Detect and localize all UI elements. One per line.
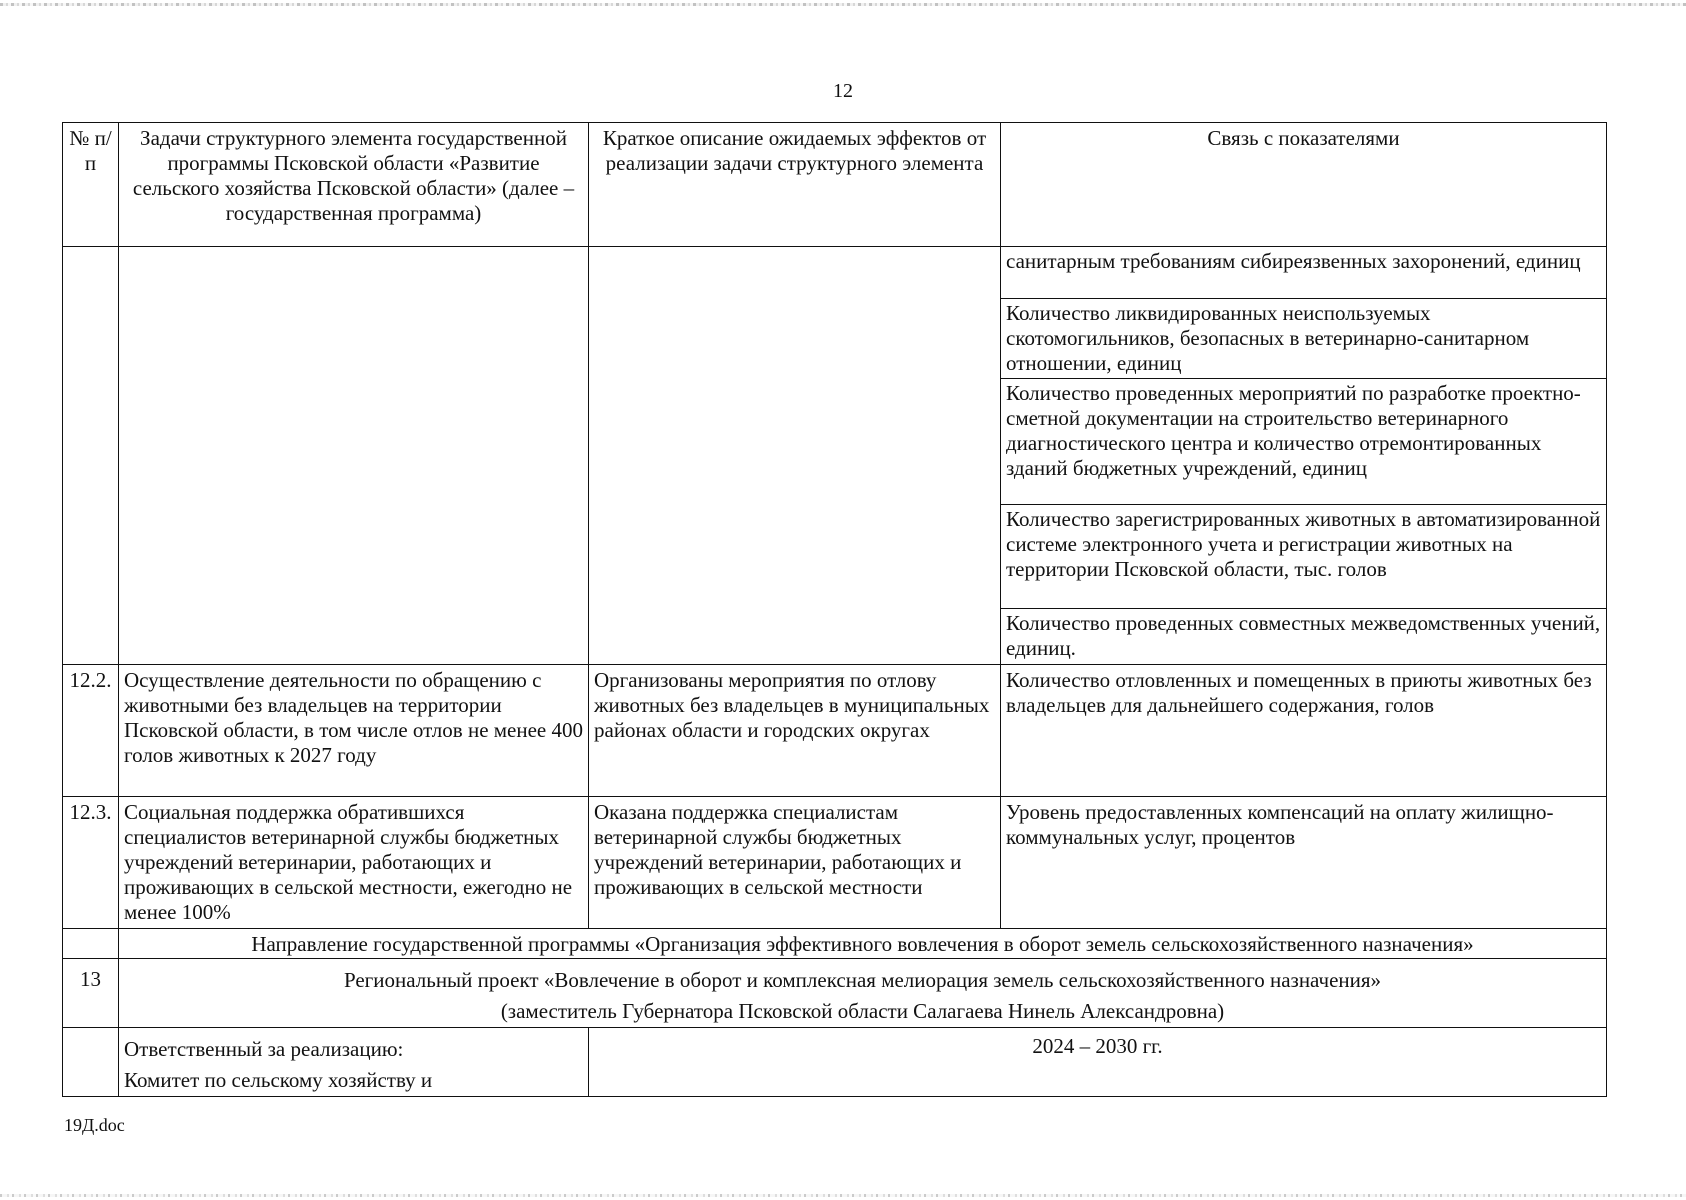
row-num: 12.2. bbox=[63, 665, 119, 797]
row-indicator: Уровень предоставленных компенсаций на оплату жилищно-коммунальных услуг, процентов bbox=[1001, 797, 1607, 929]
cell-num-empty bbox=[63, 929, 119, 959]
cell-indicators-list bbox=[1001, 247, 1607, 665]
cell-task-empty bbox=[119, 247, 589, 665]
indicator-item: Количество ликвидированных неиспользуемых скотомогильников, безопасных в ветеринарно-санитарном отношении, единиц bbox=[1001, 298, 1606, 378]
responsible-org: Комитет по сельскому хозяйству и bbox=[124, 1068, 433, 1092]
row-indicator: Количество отловленных и помещенных в приюты животных без владельцев для дальнейшего содержания, голов bbox=[1001, 665, 1607, 797]
file-name-footer: 19Д.doc bbox=[64, 1115, 125, 1135]
header-indicators: Связь с показателями bbox=[1001, 123, 1607, 247]
scan-edge-bottom bbox=[0, 1194, 1686, 1197]
table-row bbox=[63, 665, 1607, 797]
direction-row bbox=[63, 929, 1607, 959]
project-row bbox=[63, 959, 1607, 1028]
responsible-row bbox=[63, 1028, 1607, 1097]
table-header-row bbox=[63, 123, 1607, 247]
row-effect: Организованы мероприятия по отлову животных без владельцев в муниципальных районах области и городских округах bbox=[589, 665, 1001, 797]
responsible-cell bbox=[119, 1028, 589, 1097]
indicator-item: Количество зарегистрированных животных в автоматизированной системе электронного учета и регистрации животных на территории Псковской области, тыс. голов bbox=[1001, 504, 1606, 608]
project-cell bbox=[119, 959, 1607, 1028]
direction-title: Направление государственной программы «Организация эффективного вовлечения в оборот земель сельскохозяйственного назначения» bbox=[119, 929, 1607, 959]
responsible-period: 2024 – 2030 гг. bbox=[589, 1028, 1607, 1097]
page-number: 12 bbox=[833, 80, 853, 102]
header-effects: Краткое описание ожидаемых эффектов от реализации задачи структурного элемента bbox=[589, 123, 1001, 247]
table-row-continued bbox=[63, 247, 1607, 665]
indicator-item: санитарным требованиям сибиреязвенных захоронений, единиц bbox=[1006, 249, 1581, 273]
cell-num-empty bbox=[63, 1028, 119, 1097]
scan-edge-top bbox=[0, 3, 1686, 6]
project-curator: (заместитель Губернатора Псковской области Салагаева Нинель Александровна) bbox=[500, 999, 1225, 1023]
project-title: Региональный проект «Вовлечение в оборот и комплексная мелиорация земель сельскохозяйственного назначения» bbox=[343, 968, 1382, 992]
row-task: Осуществление деятельности по обращению с животными без владельцев на территории Псковской области, в том числе отлов не менее 400 голов животных к 2027 году bbox=[119, 665, 589, 797]
header-num: № п/п bbox=[63, 123, 119, 247]
responsible-label: Ответственный за реализацию: bbox=[124, 1037, 404, 1061]
indicator-item: Количество проведенных мероприятий по разработке проектно-сметной документации на строительство ветеринарного диагностического центра и количество отремонтированных зданий бюджетных учреждений, единиц bbox=[1001, 378, 1606, 504]
row-num: 12.3. bbox=[63, 797, 119, 929]
program-table bbox=[62, 122, 1607, 1097]
row-task: Социальная поддержка обратившихся специалистов ветеринарной службы бюджетных учреждений ветеринарии, работающих и проживающих в сельской местности, ежегодно не менее 100% bbox=[119, 797, 589, 929]
project-num: 13 bbox=[63, 959, 119, 1028]
table-row bbox=[63, 797, 1607, 929]
header-tasks: Задачи структурного элемента государственной программы Псковской области «Развитие сельского хозяйства Псковской области» (далее – государственная программа) bbox=[119, 123, 589, 247]
cell-num-empty bbox=[63, 247, 119, 665]
cell-effect-empty bbox=[589, 247, 1001, 665]
row-effect: Оказана поддержка специалистам ветеринарной службы бюджетных учреждений ветеринарии, работающих и проживающих в сельской местности bbox=[589, 797, 1001, 929]
indicator-item: Количество проведенных совместных межведомственных учений, единиц. bbox=[1001, 608, 1606, 664]
